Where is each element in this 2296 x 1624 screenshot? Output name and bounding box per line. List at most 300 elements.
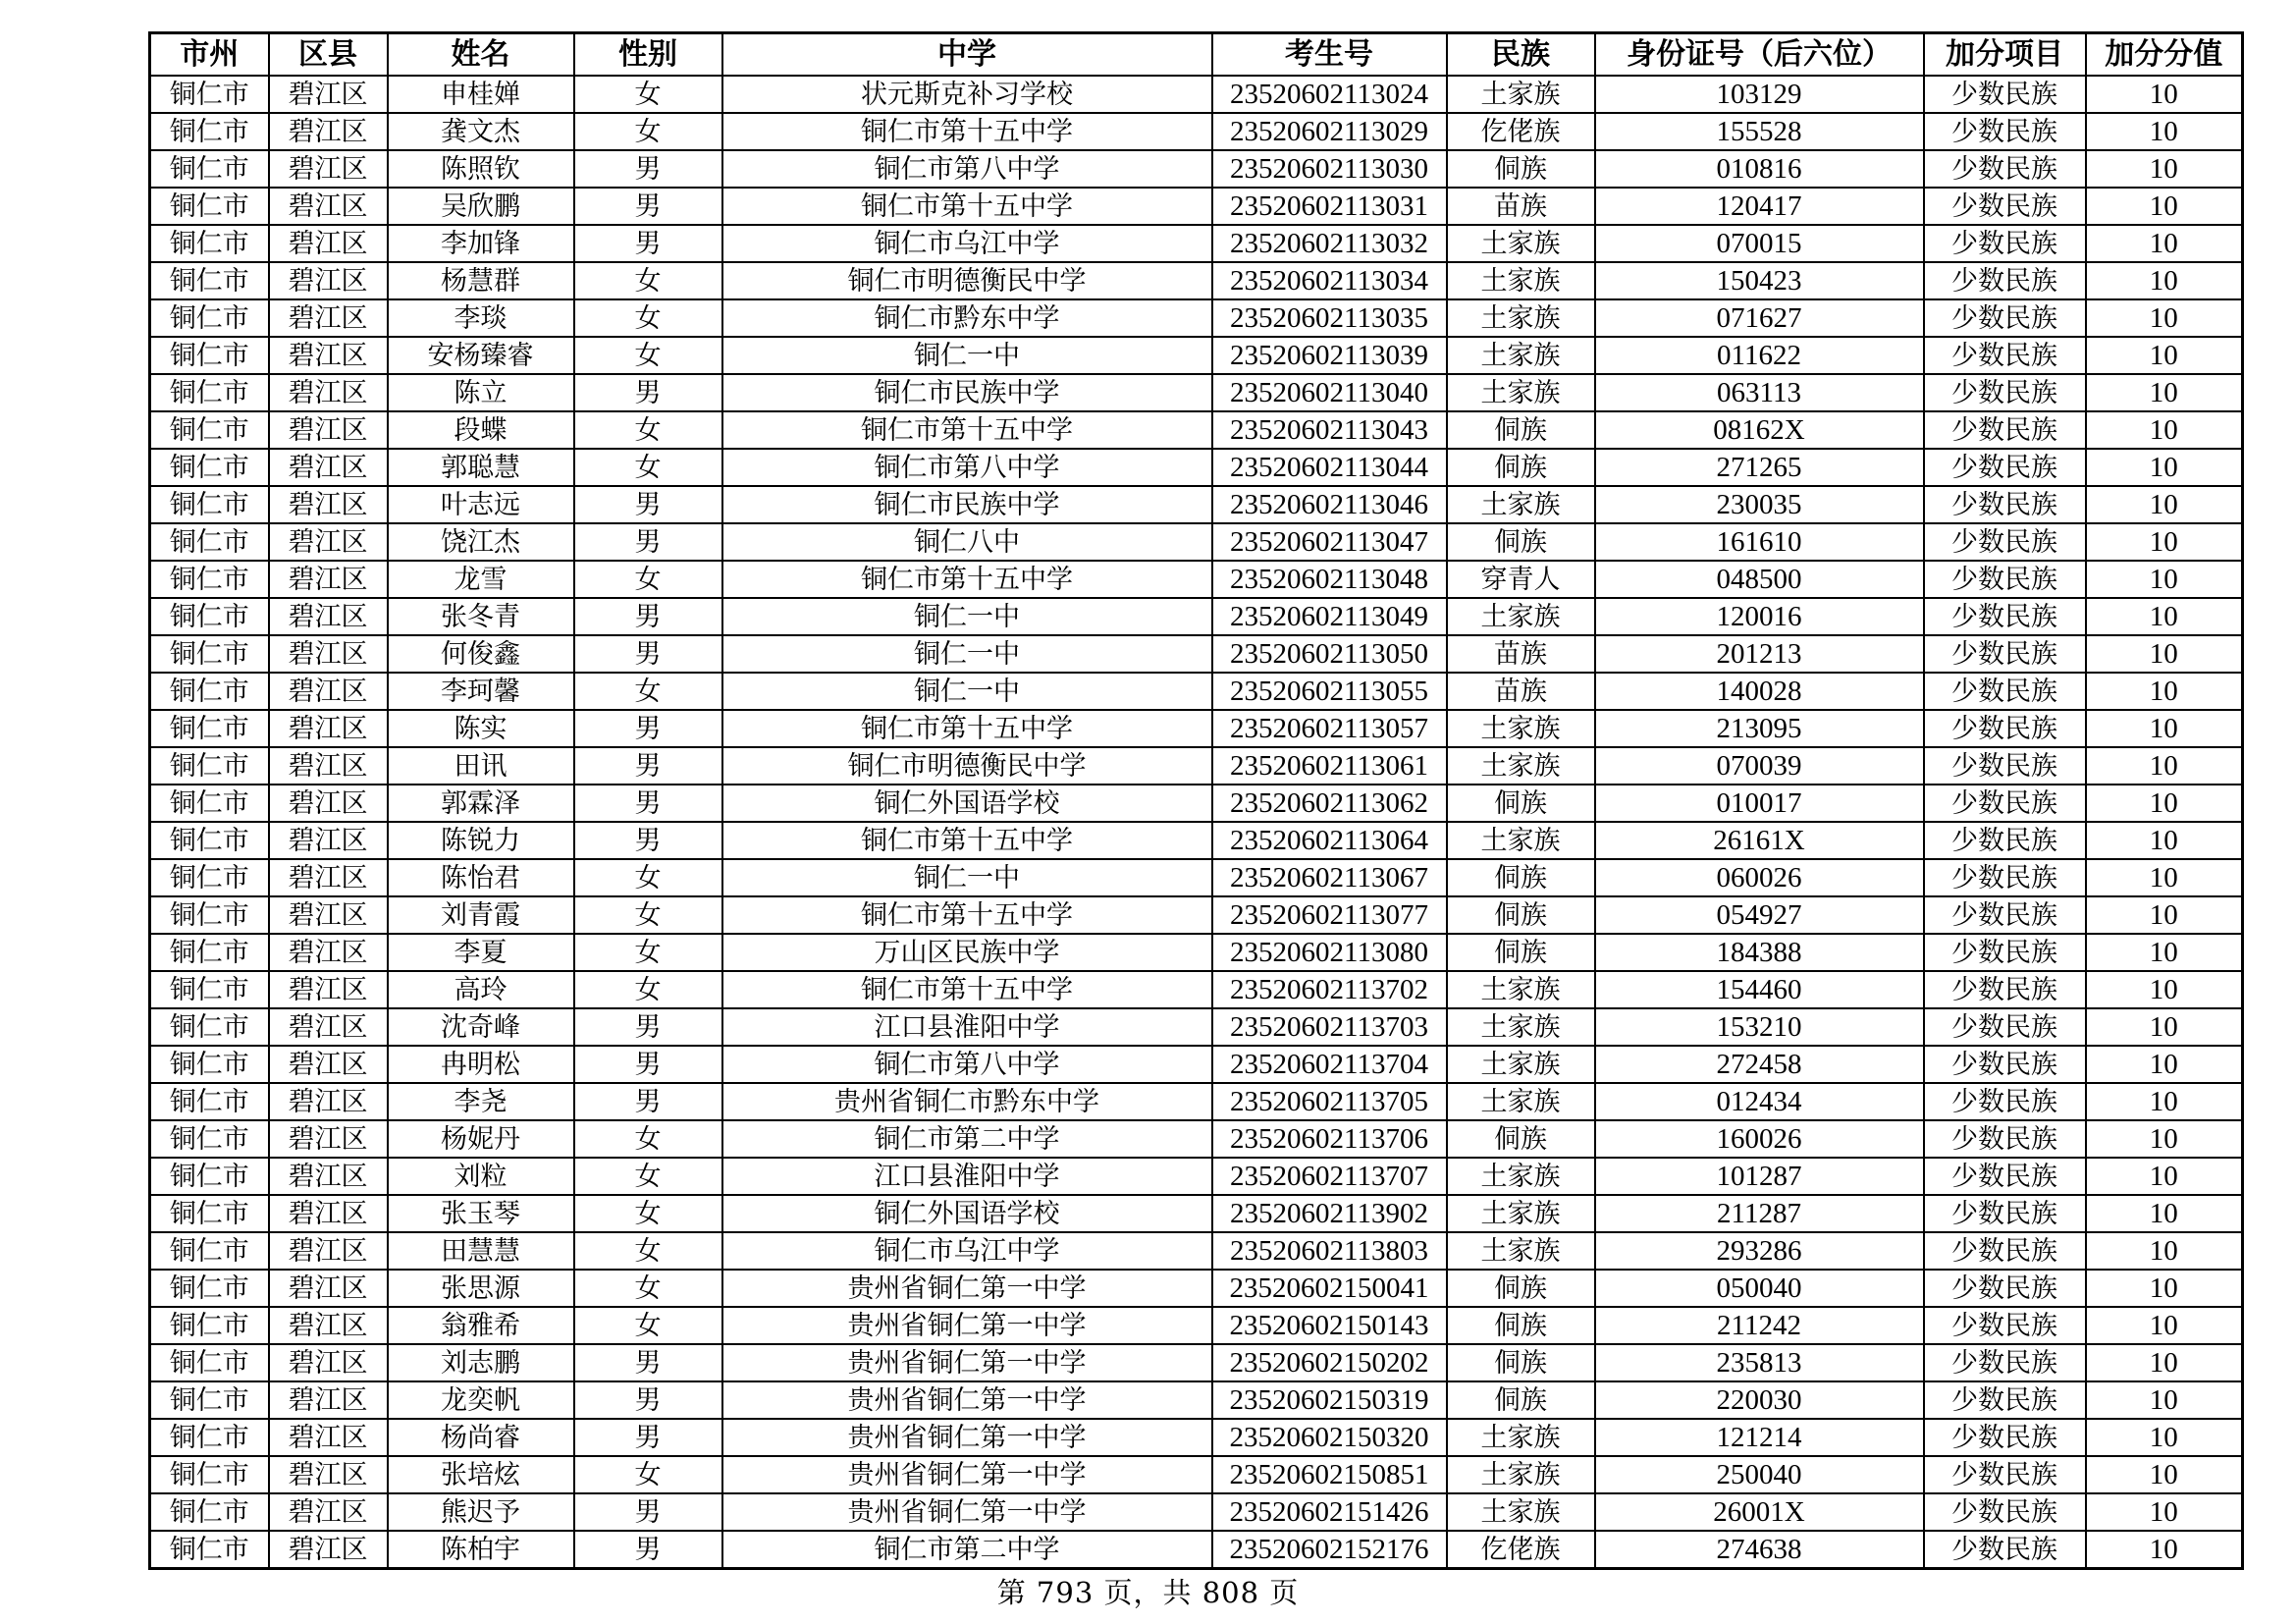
cell-district: 碧江区 [269, 1195, 388, 1232]
cell-bonus-value: 10 [2086, 896, 2243, 934]
cell-school: 铜仁市乌江中学 [722, 1232, 1212, 1270]
cell-gender: 男 [574, 374, 722, 411]
cell-ethnicity: 土家族 [1447, 225, 1595, 262]
cell-gender: 女 [574, 859, 722, 896]
cell-gender: 男 [574, 598, 722, 635]
cell-gender: 女 [574, 896, 722, 934]
cell-gender: 女 [574, 113, 722, 150]
cell-gender: 女 [574, 337, 722, 374]
cell-ethnicity: 土家族 [1447, 486, 1595, 523]
cell-id-last-six: 154460 [1595, 971, 1924, 1008]
cell-bonus-value: 10 [2086, 971, 2243, 1008]
cell-bonus-value: 10 [2086, 1158, 2243, 1195]
cell-bonus-value: 10 [2086, 188, 2243, 225]
cell-bonus-item: 少数民族 [1924, 561, 2086, 598]
table-row [150, 1270, 2243, 1307]
cell-ethnicity: 土家族 [1447, 598, 1595, 635]
cell-name: 陈柏宇 [388, 1531, 574, 1569]
cell-district: 碧江区 [269, 486, 388, 523]
table-row [150, 188, 2243, 225]
table-row [150, 337, 2243, 374]
cell-bonus-value: 10 [2086, 1419, 2243, 1456]
cell-ethnicity: 侗族 [1447, 859, 1595, 896]
cell-gender: 男 [574, 1008, 722, 1046]
cell-district: 碧江区 [269, 971, 388, 1008]
cell-bonus-item: 少数民族 [1924, 934, 2086, 971]
table-row [150, 1381, 2243, 1419]
cell-exam-id: 23520602113030 [1212, 150, 1447, 188]
cell-school: 铜仁市第十五中学 [722, 896, 1212, 934]
cell-name: 杨慧群 [388, 262, 574, 299]
cell-district: 碧江区 [269, 1344, 388, 1381]
cell-school: 铜仁市第二中学 [722, 1531, 1212, 1569]
cell-school: 贵州省铜仁第一中学 [722, 1307, 1212, 1344]
cell-name: 段蝶 [388, 411, 574, 449]
cell-city: 铜仁市 [150, 449, 269, 486]
cell-exam-id: 23520602113029 [1212, 113, 1447, 150]
cell-gender: 男 [574, 635, 722, 673]
cell-district: 碧江区 [269, 1381, 388, 1419]
cell-school: 贵州省铜仁第一中学 [722, 1381, 1212, 1419]
cell-name: 张冬青 [388, 598, 574, 635]
cell-city: 铜仁市 [150, 523, 269, 561]
cell-gender: 女 [574, 411, 722, 449]
cell-ethnicity: 土家族 [1447, 262, 1595, 299]
cell-bonus-item: 少数民族 [1924, 710, 2086, 747]
cell-ethnicity: 苗族 [1447, 188, 1595, 225]
bonus-points-table [148, 31, 2244, 1570]
cell-exam-id: 23520602113024 [1212, 76, 1447, 113]
cell-bonus-item: 少数民族 [1924, 374, 2086, 411]
cell-bonus-value: 10 [2086, 822, 2243, 859]
cell-name: 龚文杰 [388, 113, 574, 150]
cell-name: 刘青霞 [388, 896, 574, 934]
cell-name: 田讯 [388, 747, 574, 785]
table-row [150, 1531, 2243, 1569]
cell-ethnicity: 土家族 [1447, 822, 1595, 859]
cell-exam-id: 23520602113031 [1212, 188, 1447, 225]
cell-gender: 男 [574, 1046, 722, 1083]
cell-city: 铜仁市 [150, 598, 269, 635]
cell-exam-id: 23520602150851 [1212, 1456, 1447, 1493]
table-row [150, 822, 2243, 859]
table-row [150, 299, 2243, 337]
cell-name: 熊迟予 [388, 1493, 574, 1531]
cell-ethnicity: 土家族 [1447, 337, 1595, 374]
cell-exam-id: 23520602150320 [1212, 1419, 1447, 1456]
cell-school: 铜仁市第二中学 [722, 1120, 1212, 1158]
cell-exam-id: 23520602113040 [1212, 374, 1447, 411]
cell-gender: 男 [574, 486, 722, 523]
cell-gender: 女 [574, 449, 722, 486]
cell-school: 万山区民族中学 [722, 934, 1212, 971]
table-row [150, 598, 2243, 635]
cell-exam-id: 23520602113049 [1212, 598, 1447, 635]
cell-school: 铜仁八中 [722, 523, 1212, 561]
cell-district: 碧江区 [269, 188, 388, 225]
cell-exam-id: 23520602152176 [1212, 1531, 1447, 1569]
cell-gender: 女 [574, 1232, 722, 1270]
cell-gender: 男 [574, 785, 722, 822]
table-row [150, 896, 2243, 934]
cell-ethnicity: 仡佬族 [1447, 113, 1595, 150]
cell-city: 铜仁市 [150, 188, 269, 225]
cell-district: 碧江区 [269, 747, 388, 785]
cell-bonus-item: 少数民族 [1924, 1232, 2086, 1270]
cell-gender: 男 [574, 188, 722, 225]
cell-name: 张培炫 [388, 1456, 574, 1493]
table-row [150, 561, 2243, 598]
table-row [150, 76, 2243, 113]
cell-ethnicity: 侗族 [1447, 934, 1595, 971]
cell-exam-id: 23520602113705 [1212, 1083, 1447, 1120]
cell-school: 铜仁市明德衡民中学 [722, 262, 1212, 299]
cell-school: 铜仁市第十五中学 [722, 113, 1212, 150]
table-row [150, 785, 2243, 822]
table-row [150, 673, 2243, 710]
cell-bonus-value: 10 [2086, 113, 2243, 150]
cell-district: 碧江区 [269, 710, 388, 747]
cell-bonus-value: 10 [2086, 299, 2243, 337]
cell-ethnicity: 侗族 [1447, 1120, 1595, 1158]
cell-city: 铜仁市 [150, 1008, 269, 1046]
cell-id-last-six: 26001X [1595, 1493, 1924, 1531]
table-row [150, 1046, 2243, 1083]
cell-ethnicity: 土家族 [1447, 1493, 1595, 1531]
cell-id-last-six: 060026 [1595, 859, 1924, 896]
cell-school: 铜仁市第八中学 [722, 449, 1212, 486]
cell-bonus-item: 少数民族 [1924, 449, 2086, 486]
cell-ethnicity: 土家族 [1447, 1046, 1595, 1083]
cell-name: 安杨臻睿 [388, 337, 574, 374]
cell-bonus-item: 少数民族 [1924, 411, 2086, 449]
cell-id-last-six: 271265 [1595, 449, 1924, 486]
cell-bonus-value: 10 [2086, 1120, 2243, 1158]
cell-id-last-six: 120016 [1595, 598, 1924, 635]
cell-district: 碧江区 [269, 411, 388, 449]
cell-id-last-six: 071627 [1595, 299, 1924, 337]
cell-exam-id: 23520602113039 [1212, 337, 1447, 374]
cell-exam-id: 23520602113702 [1212, 971, 1447, 1008]
cell-bonus-value: 10 [2086, 225, 2243, 262]
table-body [150, 76, 2243, 1569]
cell-id-last-six: 211242 [1595, 1307, 1924, 1344]
cell-district: 碧江区 [269, 225, 388, 262]
cell-bonus-item: 少数民族 [1924, 1344, 2086, 1381]
cell-name: 陈怡君 [388, 859, 574, 896]
cell-exam-id: 23520602113048 [1212, 561, 1447, 598]
cell-exam-id: 23520602150041 [1212, 1270, 1447, 1307]
cell-district: 碧江区 [269, 1046, 388, 1083]
cell-city: 铜仁市 [150, 971, 269, 1008]
table-row [150, 1307, 2243, 1344]
cell-bonus-value: 10 [2086, 1195, 2243, 1232]
cell-bonus-value: 10 [2086, 561, 2243, 598]
cell-city: 铜仁市 [150, 1046, 269, 1083]
table-row [150, 411, 2243, 449]
cell-exam-id: 23520602113064 [1212, 822, 1447, 859]
cell-ethnicity: 侗族 [1447, 1344, 1595, 1381]
cell-ethnicity: 土家族 [1447, 747, 1595, 785]
cell-bonus-item: 少数民族 [1924, 188, 2086, 225]
header-school: 中学 [722, 33, 1212, 77]
cell-name: 杨尚睿 [388, 1419, 574, 1456]
cell-ethnicity: 土家族 [1447, 1158, 1595, 1195]
cell-district: 碧江区 [269, 598, 388, 635]
cell-bonus-value: 10 [2086, 635, 2243, 673]
cell-city: 铜仁市 [150, 1344, 269, 1381]
header-city: 市州 [150, 33, 269, 77]
cell-id-last-six: 121214 [1595, 1419, 1924, 1456]
cell-ethnicity: 侗族 [1447, 449, 1595, 486]
cell-district: 碧江区 [269, 1456, 388, 1493]
cell-exam-id: 23520602113707 [1212, 1158, 1447, 1195]
cell-district: 碧江区 [269, 896, 388, 934]
table-row [150, 710, 2243, 747]
cell-school: 贵州省铜仁市黔东中学 [722, 1083, 1212, 1120]
cell-bonus-value: 10 [2086, 1531, 2243, 1569]
header-exam-id: 考生号 [1212, 33, 1447, 77]
cell-district: 碧江区 [269, 1493, 388, 1531]
cell-bonus-value: 10 [2086, 710, 2243, 747]
cell-district: 碧江区 [269, 1307, 388, 1344]
cell-city: 铜仁市 [150, 747, 269, 785]
cell-bonus-value: 10 [2086, 337, 2243, 374]
header-name: 姓名 [388, 33, 574, 77]
cell-name: 陈实 [388, 710, 574, 747]
cell-gender: 男 [574, 523, 722, 561]
cell-bonus-value: 10 [2086, 1008, 2243, 1046]
table-row [150, 1493, 2243, 1531]
cell-bonus-item: 少数民族 [1924, 1456, 2086, 1493]
cell-bonus-item: 少数民族 [1924, 1531, 2086, 1569]
cell-school: 贵州省铜仁第一中学 [722, 1493, 1212, 1531]
table-row [150, 1456, 2243, 1493]
cell-district: 碧江区 [269, 76, 388, 113]
cell-district: 碧江区 [269, 635, 388, 673]
cell-city: 铜仁市 [150, 710, 269, 747]
cell-city: 铜仁市 [150, 299, 269, 337]
cell-school: 铜仁市第十五中学 [722, 561, 1212, 598]
cell-school: 铜仁市第十五中学 [722, 822, 1212, 859]
cell-exam-id: 23520602113703 [1212, 1008, 1447, 1046]
table-row [150, 150, 2243, 188]
cell-bonus-value: 10 [2086, 374, 2243, 411]
cell-gender: 女 [574, 971, 722, 1008]
cell-name: 高玲 [388, 971, 574, 1008]
cell-id-last-six: 161610 [1595, 523, 1924, 561]
cell-city: 铜仁市 [150, 337, 269, 374]
cell-school: 铜仁市民族中学 [722, 374, 1212, 411]
cell-ethnicity: 土家族 [1447, 1232, 1595, 1270]
cell-exam-id: 23520602113902 [1212, 1195, 1447, 1232]
cell-ethnicity: 侗族 [1447, 411, 1595, 449]
cell-school: 铜仁市第八中学 [722, 1046, 1212, 1083]
cell-city: 铜仁市 [150, 1232, 269, 1270]
cell-bonus-value: 10 [2086, 1493, 2243, 1531]
cell-bonus-value: 10 [2086, 262, 2243, 299]
cell-gender: 女 [574, 299, 722, 337]
cell-name: 吴欣鹏 [388, 188, 574, 225]
cell-bonus-value: 10 [2086, 486, 2243, 523]
cell-district: 碧江区 [269, 1232, 388, 1270]
table-row [150, 113, 2243, 150]
cell-district: 碧江区 [269, 374, 388, 411]
cell-city: 铜仁市 [150, 785, 269, 822]
cell-exam-id: 23520602113055 [1212, 673, 1447, 710]
cell-school: 铜仁外国语学校 [722, 785, 1212, 822]
cell-bonus-item: 少数民族 [1924, 76, 2086, 113]
cell-bonus-item: 少数民族 [1924, 1493, 2086, 1531]
cell-city: 铜仁市 [150, 486, 269, 523]
table-row [150, 859, 2243, 896]
cell-bonus-item: 少数民族 [1924, 1008, 2086, 1046]
cell-district: 碧江区 [269, 673, 388, 710]
cell-bonus-item: 少数民族 [1924, 1158, 2086, 1195]
table-row [150, 934, 2243, 971]
cell-city: 铜仁市 [150, 1419, 269, 1456]
cell-bonus-value: 10 [2086, 1307, 2243, 1344]
cell-school: 江口县淮阳中学 [722, 1008, 1212, 1046]
cell-gender: 男 [574, 822, 722, 859]
cell-id-last-six: 230035 [1595, 486, 1924, 523]
cell-school: 铜仁市第十五中学 [722, 710, 1212, 747]
cell-bonus-item: 少数民族 [1924, 785, 2086, 822]
cell-name: 刘粒 [388, 1158, 574, 1195]
table-row [150, 1008, 2243, 1046]
cell-bonus-value: 10 [2086, 747, 2243, 785]
cell-id-last-six: 153210 [1595, 1008, 1924, 1046]
cell-bonus-item: 少数民族 [1924, 971, 2086, 1008]
cell-exam-id: 23520602113704 [1212, 1046, 1447, 1083]
cell-exam-id: 23520602113057 [1212, 710, 1447, 747]
cell-bonus-item: 少数民族 [1924, 598, 2086, 635]
cell-id-last-six: 220030 [1595, 1381, 1924, 1419]
cell-id-last-six: 08162X [1595, 411, 1924, 449]
cell-ethnicity: 土家族 [1447, 1419, 1595, 1456]
cell-exam-id: 23520602113077 [1212, 896, 1447, 934]
cell-ethnicity: 侗族 [1447, 1270, 1595, 1307]
header-row [150, 33, 2243, 77]
cell-bonus-value: 10 [2086, 449, 2243, 486]
cell-city: 铜仁市 [150, 1158, 269, 1195]
cell-exam-id: 23520602113043 [1212, 411, 1447, 449]
cell-city: 铜仁市 [150, 635, 269, 673]
cell-ethnicity: 土家族 [1447, 1195, 1595, 1232]
cell-ethnicity: 侗族 [1447, 785, 1595, 822]
cell-district: 碧江区 [269, 1419, 388, 1456]
cell-city: 铜仁市 [150, 225, 269, 262]
cell-id-last-six: 063113 [1595, 374, 1924, 411]
cell-school: 铜仁一中 [722, 337, 1212, 374]
cell-id-last-six: 050040 [1595, 1270, 1924, 1307]
cell-bonus-value: 10 [2086, 150, 2243, 188]
cell-name: 张玉琴 [388, 1195, 574, 1232]
cell-bonus-item: 少数民族 [1924, 822, 2086, 859]
cell-bonus-value: 10 [2086, 1270, 2243, 1307]
cell-gender: 女 [574, 1456, 722, 1493]
cell-bonus-item: 少数民族 [1924, 262, 2086, 299]
cell-school: 铜仁市第十五中学 [722, 188, 1212, 225]
cell-bonus-value: 10 [2086, 673, 2243, 710]
cell-school: 状元斯克补习学校 [722, 76, 1212, 113]
cell-id-last-six: 293286 [1595, 1232, 1924, 1270]
cell-bonus-value: 10 [2086, 934, 2243, 971]
cell-ethnicity: 侗族 [1447, 523, 1595, 561]
cell-bonus-value: 10 [2086, 523, 2243, 561]
cell-exam-id: 23520602113032 [1212, 225, 1447, 262]
cell-name: 沈奇峰 [388, 1008, 574, 1046]
cell-city: 铜仁市 [150, 859, 269, 896]
cell-district: 碧江区 [269, 150, 388, 188]
cell-school: 铜仁市第十五中学 [722, 971, 1212, 1008]
cell-bonus-item: 少数民族 [1924, 1307, 2086, 1344]
table-row [150, 486, 2243, 523]
cell-bonus-item: 少数民族 [1924, 1381, 2086, 1419]
cell-bonus-item: 少数民族 [1924, 859, 2086, 896]
cell-district: 碧江区 [269, 859, 388, 896]
header-district: 区县 [269, 33, 388, 77]
cell-id-last-six: 150423 [1595, 262, 1924, 299]
cell-gender: 女 [574, 561, 722, 598]
cell-name: 李尧 [388, 1083, 574, 1120]
cell-name: 饶江杰 [388, 523, 574, 561]
cell-bonus-item: 少数民族 [1924, 299, 2086, 337]
cell-id-last-six: 160026 [1595, 1120, 1924, 1158]
cell-exam-id: 23520602113047 [1212, 523, 1447, 561]
cell-city: 铜仁市 [150, 1531, 269, 1569]
cell-city: 铜仁市 [150, 1270, 269, 1307]
table-row [150, 971, 2243, 1008]
cell-city: 铜仁市 [150, 1120, 269, 1158]
cell-city: 铜仁市 [150, 896, 269, 934]
cell-id-last-six: 211287 [1595, 1195, 1924, 1232]
cell-district: 碧江区 [269, 785, 388, 822]
cell-gender: 女 [574, 1195, 722, 1232]
cell-district: 碧江区 [269, 561, 388, 598]
cell-ethnicity: 穿青人 [1447, 561, 1595, 598]
cell-name: 田慧慧 [388, 1232, 574, 1270]
cell-gender: 男 [574, 225, 722, 262]
cell-id-last-six: 101287 [1595, 1158, 1924, 1195]
cell-bonus-value: 10 [2086, 1046, 2243, 1083]
cell-school: 铜仁一中 [722, 673, 1212, 710]
cell-school: 贵州省铜仁第一中学 [722, 1456, 1212, 1493]
cell-school: 铜仁市黔东中学 [722, 299, 1212, 337]
cell-bonus-item: 少数民族 [1924, 1046, 2086, 1083]
cell-city: 铜仁市 [150, 150, 269, 188]
cell-exam-id: 23520602113061 [1212, 747, 1447, 785]
cell-school: 贵州省铜仁第一中学 [722, 1344, 1212, 1381]
cell-id-last-six: 070039 [1595, 747, 1924, 785]
cell-school: 铜仁一中 [722, 635, 1212, 673]
table-row [150, 523, 2243, 561]
cell-ethnicity: 土家族 [1447, 1008, 1595, 1046]
cell-bonus-value: 10 [2086, 859, 2243, 896]
header-bonus-value: 加分分值 [2086, 33, 2243, 77]
cell-gender: 女 [574, 1307, 722, 1344]
cell-exam-id: 23520602113046 [1212, 486, 1447, 523]
cell-district: 碧江区 [269, 1120, 388, 1158]
header-gender: 性别 [574, 33, 722, 77]
cell-ethnicity: 侗族 [1447, 896, 1595, 934]
cell-name: 陈立 [388, 374, 574, 411]
cell-city: 铜仁市 [150, 673, 269, 710]
table-row [150, 1232, 2243, 1270]
cell-id-last-six: 235813 [1595, 1344, 1924, 1381]
cell-name: 陈锐力 [388, 822, 574, 859]
cell-bonus-item: 少数民族 [1924, 486, 2086, 523]
